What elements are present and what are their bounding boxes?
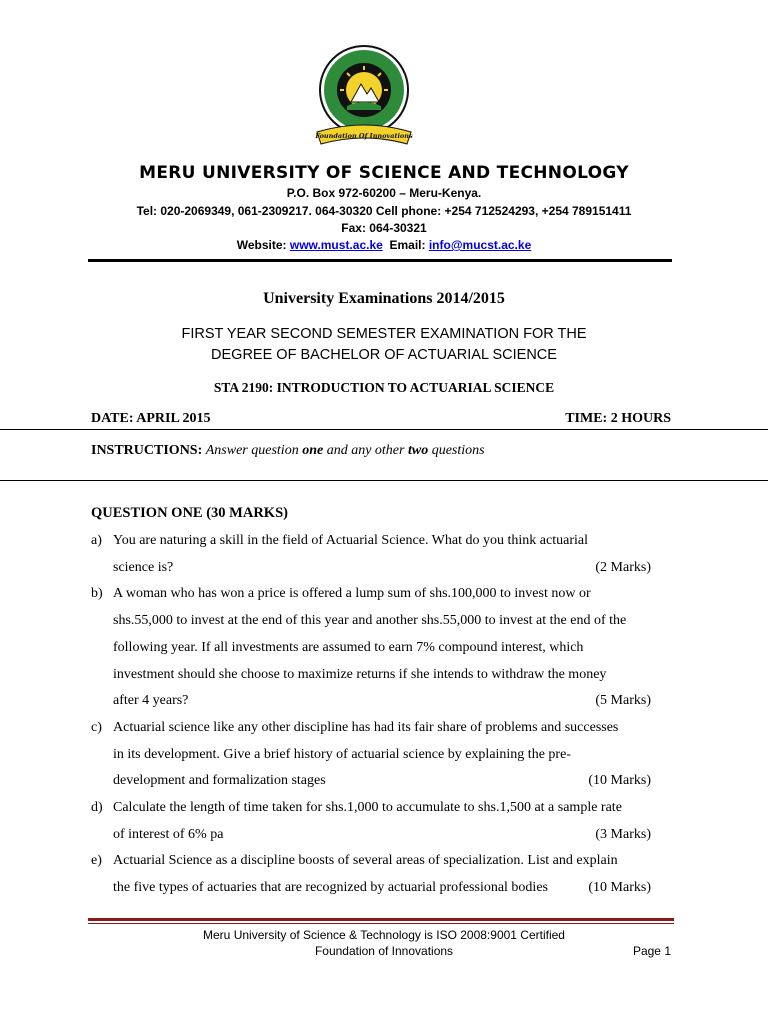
university-name: MERU UNIVERSITY OF SCIENCE AND TECHNOLOGY <box>139 163 629 183</box>
fax-line: Fax: 064-30321 <box>341 221 427 235</box>
question-line: A woman who has won a price is offered a lump sum of shs.100,000 to invest now or <box>113 586 591 602</box>
question-line: Actuarial Science as a discipline boosts of several areas of specialization. List and explain <box>113 853 618 869</box>
instructions-top-rule <box>0 429 768 430</box>
footer-certification: Meru University of Science & Technology is ISO 2008:9001 Certified <box>203 928 565 942</box>
footer-divider-thin <box>88 923 674 924</box>
instructions <box>91 443 485 459</box>
question-item-c <box>91 715 651 795</box>
question-item-a <box>91 528 651 581</box>
course-title: STA 2190: INTRODUCTION TO ACTUARIAL SCIENCE <box>213 380 555 395</box>
email-link[interactable]: info@mucst.ac.ke <box>428 238 532 252</box>
instructions-text-3: questions <box>431 443 485 458</box>
instructions-one: one <box>302 443 324 458</box>
question-letter: e) <box>91 853 102 869</box>
question-marks: (10 Marks) <box>588 880 651 896</box>
footer-divider <box>88 918 674 921</box>
postal-address: P.O. Box 972-60200 – Meru-Kenya. <box>286 186 482 200</box>
question-marks: (3 Marks) <box>595 826 651 842</box>
svg-text:Foundation Of Innovations: Foundation Of Innovations <box>315 132 413 140</box>
header-divider <box>88 259 672 262</box>
footer-motto: Foundation of Innovations <box>314 944 454 958</box>
telephone-line: Tel: 020-2069349, 061-2309217. 064-30320 Cell phone: +254 712524293, +254 789151411 <box>136 204 632 218</box>
page-number: Page 1 <box>632 944 671 958</box>
question-marks: (2 Marks) <box>595 559 651 575</box>
question-line: of interest of 6% pa <box>113 826 224 842</box>
question-letter: a) <box>91 533 102 548</box>
question-letter: c) <box>91 719 102 735</box>
question-item-d <box>91 795 651 848</box>
email-label: Email: <box>389 238 426 252</box>
question-one-title: QUESTION ONE (30 MARKS) <box>91 505 288 521</box>
question-line: shs.55,000 to invest at the end of this year and another shs.55,000 to invest at the end of the <box>113 613 627 629</box>
question-letter: b) <box>91 586 103 602</box>
question-marks: (5 Marks) <box>595 693 651 709</box>
exam-date: DATE: APRIL 2015 <box>91 411 211 426</box>
question-one-list <box>91 528 651 902</box>
website-label: Website: <box>236 238 287 252</box>
website-link[interactable]: www.must.ac.ke <box>289 238 383 252</box>
instructions-text-2: and any other <box>326 443 405 458</box>
question-marks: (10 Marks) <box>588 773 651 789</box>
question-line: in its development. Give a brief history of actuarial science by explaining the pre- <box>113 746 571 762</box>
question-line: Actuarial science like any other discipline has had its fair share of problems and successes <box>113 719 619 735</box>
instructions-two: two <box>407 443 429 458</box>
question-line: following year. If all investments are assumed to earn 7% compound interest, which <box>113 639 584 655</box>
exam-title: University Examinations 2014/2015 <box>263 290 505 307</box>
degree-title: FIRST YEAR SECOND SEMESTER EXAMINATION FOR THE DEGREE OF BACHELOR OF ACTUARIAL SCIENCE <box>181 326 587 363</box>
instructions-text-1: Answer question <box>205 443 299 458</box>
question-line: investment should she choose to maximize returns if she intends to withdraw the money <box>113 666 607 682</box>
question-line: development and formalization stages <box>113 773 326 789</box>
university-logo <box>309 40 419 155</box>
question-line: Calculate the length of time taken for shs.1,000 to accumulate to shs.1,500 at a sample rate <box>113 800 622 816</box>
question-line: the five types of actuaries that are recognized by actuarial professional bodies <box>113 880 548 896</box>
instructions-label: INSTRUCTIONS: <box>91 443 203 458</box>
question-line: You are naturing a skill in the field of Actuarial Science. What do you think actuarial <box>113 533 588 548</box>
contact-line <box>0 238 768 252</box>
exam-time: TIME: 2 HOURS <box>565 411 671 426</box>
question-line: science is? <box>113 559 174 575</box>
question-line: after 4 years? <box>113 693 189 709</box>
instructions-bottom-rule <box>0 480 768 481</box>
question-item-e <box>91 848 651 901</box>
question-letter: d) <box>91 800 103 816</box>
question-item-b <box>91 581 651 715</box>
